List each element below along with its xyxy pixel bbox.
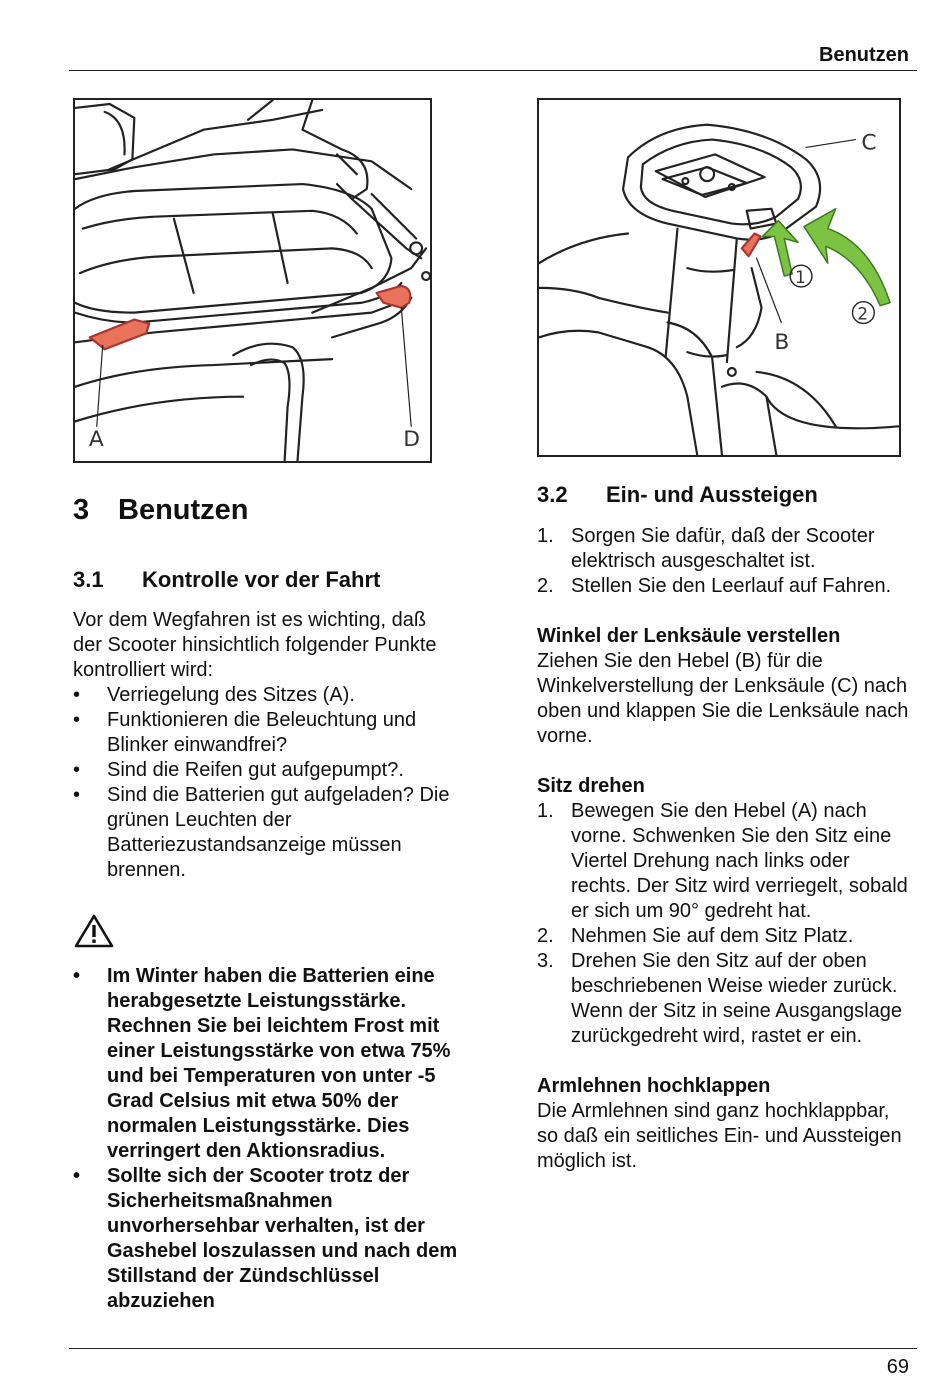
page-number: 69 (886, 1356, 909, 1378)
step-number: 1. (537, 525, 554, 547)
right-column (537, 481, 915, 1174)
list-item: • Sind die Reifen gut aufgepumpt?. (73, 758, 458, 783)
header-rule (69, 70, 917, 71)
list-item: • Sind die Batterien gut aufgeladen? Die grünen Leuchten der Batteriezustandsanzeige müssen brennen. (73, 783, 458, 883)
steering-text: Ziehen Sie den Hebel (B) für die Winkelverstellung der Lenksäule (C) nach oben und klappen Sie die Lenksäule nach vorne. (537, 650, 909, 747)
step-text: Stellen Sie den Leerlauf auf Fahren. (571, 575, 892, 597)
boarding-steps (537, 524, 915, 599)
step-number: 2. (537, 575, 554, 597)
label-2: 2 (857, 303, 869, 324)
list-item: • Funktionieren die Beleuchtung und Blinker einwandfrei? (73, 708, 458, 758)
section-2-number: 3.2 (537, 482, 568, 507)
section-1-title: Kontrolle vor der Fahrt (142, 567, 381, 592)
list-item (537, 924, 915, 949)
step-number: 1. (537, 800, 554, 822)
step-text: Nehmen Sie auf dem Sitz Platz. (571, 925, 854, 947)
step-number: 3. (537, 950, 554, 972)
label-c: C (861, 130, 877, 156)
label-d: D (403, 427, 421, 453)
section-1-intro: Vor dem Wegfahren ist es wichting, daß der Scooter hinsichtlich folgender Punkte kontrolliert wird: (73, 609, 437, 681)
steering-heading: Winkel der Lenksäule verstellen (537, 625, 841, 647)
label-a: A (88, 427, 104, 453)
list-item (537, 799, 915, 924)
section-1-heading (73, 566, 458, 594)
list-item (537, 574, 915, 599)
chapter-title: Benutzen (118, 494, 249, 526)
check-list (73, 683, 458, 883)
warning-list (73, 964, 458, 1314)
warning-triangle-icon (73, 913, 115, 949)
header-title: Benutzen (819, 44, 909, 66)
section-2-heading (537, 481, 915, 509)
chapter-heading (73, 492, 458, 528)
step-number: 2. (537, 925, 554, 947)
step-text: Drehen Sie den Sitz auf der oben beschriebenen Weise wieder zurück. Wenn der Sitz in seine Ausgangslage zurückgedreht wird, rastet er ein. (571, 950, 902, 1047)
step-text: Sorgen Sie dafür, daß der Scooter elektrisch ausgeschaltet ist. (571, 525, 875, 572)
label-1: 1 (795, 266, 806, 287)
warning-item: • Im Winter haben die Batterien eine herabgesetzte Leistungsstärke. Rechnen Sie bei leichtem Frost mit einer Leistungsstärke von etwa 75% und bei Temperaturen von unter -5 Grad Celsius mit etwa 50% der normalen Leistungsstärke. Dies verringert den Aktionsradius. (73, 964, 458, 1164)
list-item (537, 949, 915, 1049)
list-item (537, 524, 915, 574)
seat-figure (73, 98, 432, 463)
section-1-number: 3.1 (73, 567, 104, 592)
footer-rule (69, 1348, 917, 1349)
list-item: • Verriegelung des Sitzes (A). (73, 683, 458, 708)
steering-figure (537, 98, 901, 457)
label-b: B (774, 330, 790, 356)
armrest-heading: Armlehnen hochklappen (537, 1075, 771, 1097)
left-column (73, 492, 458, 1314)
warning-item: • Sollte sich der Scooter trotz der Sicherheitsmaßnahmen unvorhersehbar verhalten, ist der Gashebel loszulassen und nach dem Stillstand der Zündschlüssel abzuziehen (73, 1164, 458, 1314)
chapter-number: 3 (73, 494, 90, 526)
step-text: Bewegen Sie den Hebel (A) nach vorne. Schwenken Sie den Sitz eine Viertel Drehung nach links oder rechts. Der Sitz wird verriegelt, sobald er sich um 90° gedreht hat. (571, 800, 908, 922)
section-2-title: Ein- und Aussteigen (606, 482, 818, 507)
seat-steps (537, 799, 915, 1049)
armrest-text: Die Armlehnen sind ganz hochklappbar, so daß ein seitliches Ein- und Aussteigen möglich ist. (537, 1100, 902, 1172)
seat-heading: Sitz drehen (537, 775, 645, 797)
